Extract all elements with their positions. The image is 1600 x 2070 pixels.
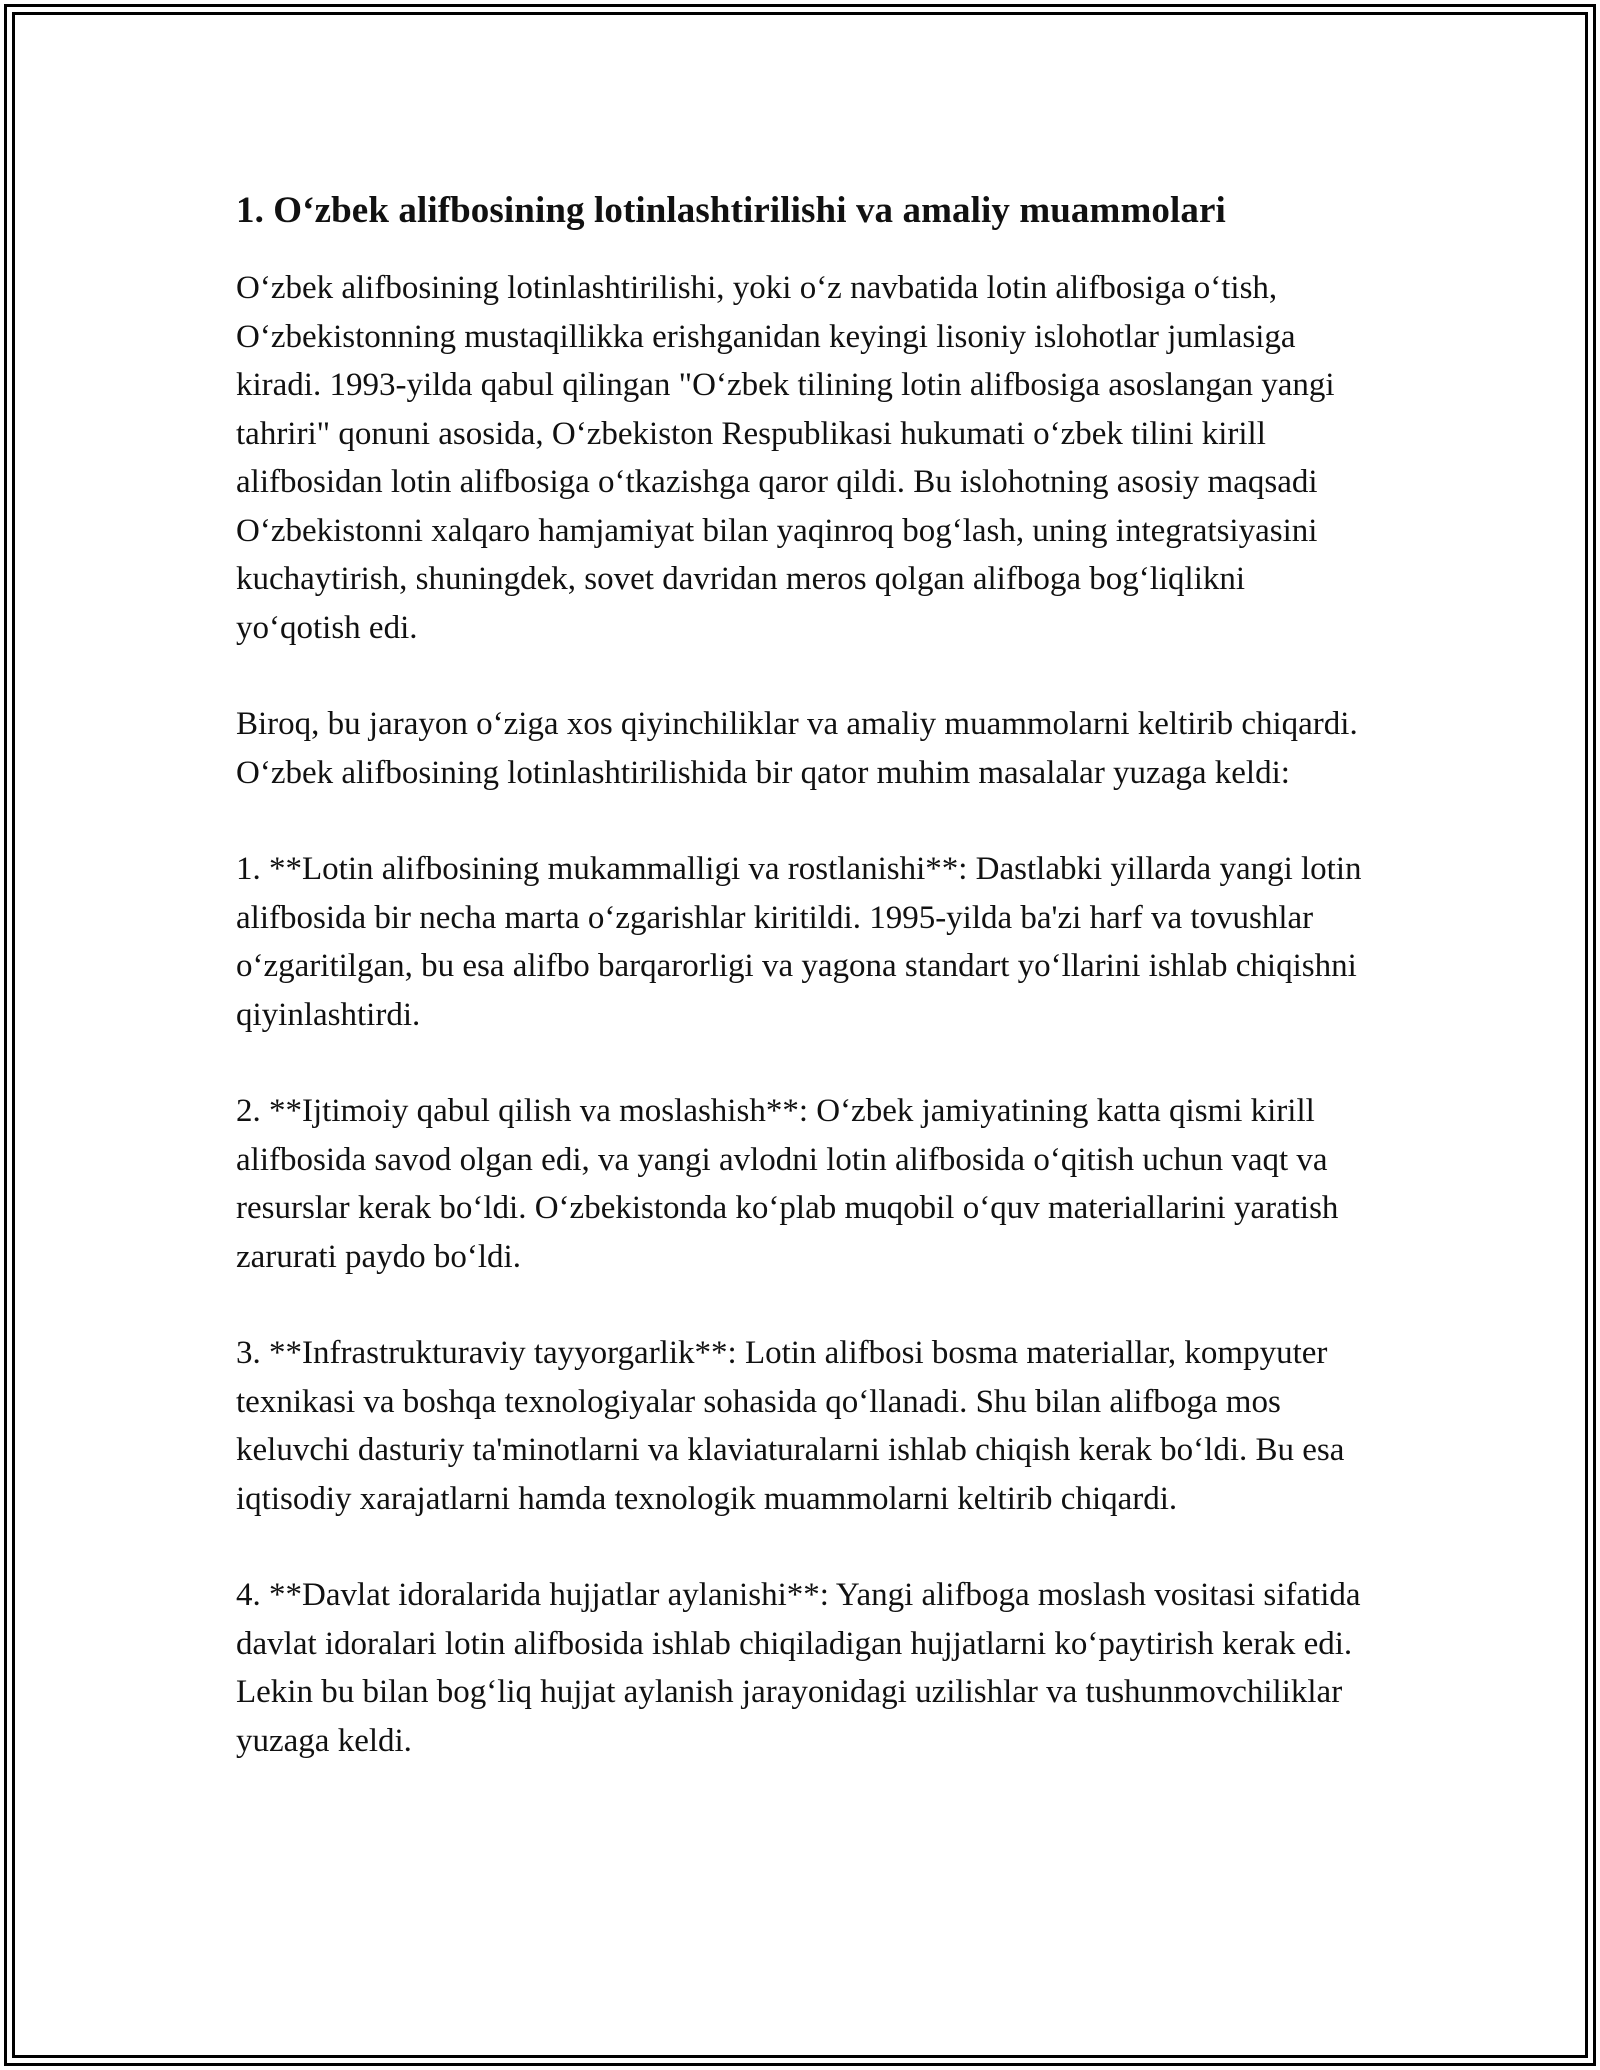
list-item-1: 1. **Lotin alifbosining mukammalligi va rostlanishi**: Dastlabki yillarda yangi lotin alifbosida bir necha marta o‘zgarishlar kiritildi. 1995-yilda ba'zi harf va tovushlar o‘zgaritilgan, bu esa alifbo barqarorligi va yagona standart yo‘llarini ishlab chiqishni qiyinlashtirdi. (236, 851, 1362, 1033)
paragraph-problems-lead: Biroq, bu jarayon o‘ziga xos qiyinchiliklar va amaliy muammolarni keltirib chiqardi. O‘zbek alifbosining lotinlashtirilishida bir qator muhim masalalar yuzaga keldi: (236, 706, 1358, 791)
section-heading: 1. O‘zbek alifbosining lotinlashtirilishi va amaliy muammolari (236, 190, 1226, 231)
list-item-2: 2. **Ijtimoiy qabul qilish va moslashish**: O‘zbek jamiyatining katta qismi kirill alifbosida savod olgan edi, va yangi avlodni lotin alifbosida o‘qitish uchun vaqt va resurslar kerak bo‘ldi. O‘zbekistonda ko‘plab muqobil o‘quv materiallarini yaratish zarurati paydo bo‘ldi. (236, 1093, 1339, 1275)
list-item-3: 3. **Infrastrukturaviy tayyorgarlik**: Lotin alifbosi bosma materiallar, kompyuter texnikasi va boshqa texnologiyalar sohasida qo‘llanadi. Shu bilan alifboga mos keluvchi dasturiy ta'minotlarni va klaviaturalarni ishlab chiqish kerak bo‘ldi. Bu esa iqtisodiy xarajatlarni hamda texnologik muammolarni keltirib chiqardi. (236, 1335, 1345, 1517)
list-item-4: 4. **Davlat idoralarida hujjatlar aylanishi**: Yangi alifboga moslash vositasi sifatida davlat idoralari lotin alifbosida ishlab chiqiladigan hujjatlarni ko‘paytirish kerak edi. Lekin bu bilan bog‘liq hujjat aylanish jarayonidagi uzilishlar va tushunmovchiliklar yuzaga keldi. (236, 1577, 1361, 1759)
paragraph-intro: O‘zbek alifbosining lotinlashtirilishi, yoki o‘z navbatida lotin alifbosiga o‘tish, O‘zbekistonning mustaqillikka erishganidan keyingi lisoniy islohotlar jumlasiga kiradi. 1993-yilda qabul qilingan "O‘zbek tilining lotin alifbosiga asoslangan yangi tahriri" qonuni asosida, O‘zbekiston Respublikasi hukumati o‘zbek tilini kirill alifbosidan lotin alifbosiga o‘tkazishga qaror qildi. Bu islohotning asosiy maqsadi O‘zbekistonni xalqaro hamjamiyat bilan yaqinroq bog‘lash, uning integratsiyasini kuchaytirish, shuningdek, sovet davridan meros qolgan alifboga bog‘liqlikni yo‘qotish edi. (236, 270, 1335, 646)
document-body (236, 186, 1376, 1813)
